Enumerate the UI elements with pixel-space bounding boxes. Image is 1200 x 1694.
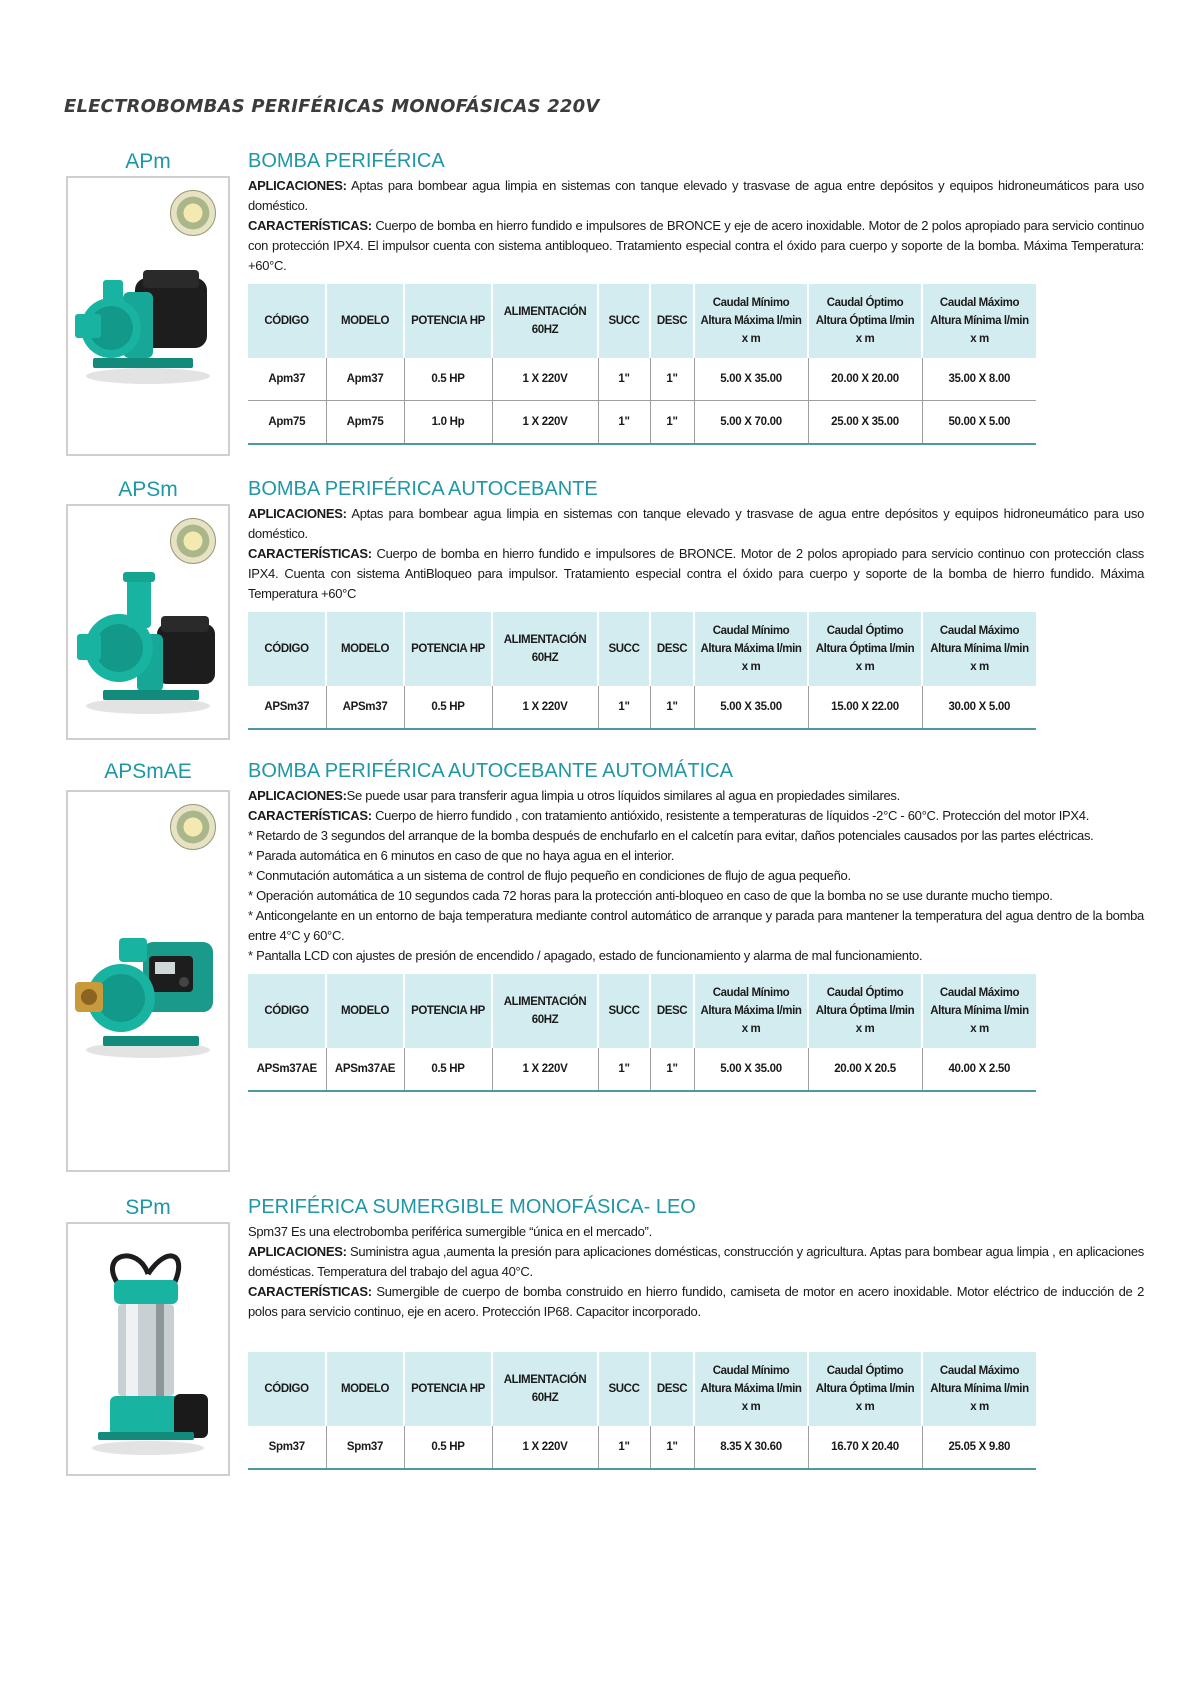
table-cell: 1" [598,358,650,401]
header-succ: SUCC [598,1352,650,1426]
table-cell: 0.5 HP [404,1426,492,1469]
header-alimentacion: ALIMENTACIÓN 60HZ [492,612,598,686]
description-label: CARACTERÍSTICAS: [248,1284,372,1299]
table-cell: 50.00 X 5.00 [922,401,1036,445]
description-text: * Operación automática de 10 segundos cada 72 horas para la protección anti-bloqueo en caso de que la bomba no se use durante mucho tiempo. [248,888,1053,903]
table-cell: 0.5 HP [404,686,492,729]
header-codigo: CÓDIGO [248,284,326,358]
header-succ: SUCC [598,974,650,1048]
description-label: APLICACIONES: [248,788,347,803]
description-text [248,1242,1144,1282]
description-text: Aptas para bombear agua limpia en sistemas con tanque elevado y trasvase de agua entre depósitos y equipos hidroneumáticos para uso doméstico. [248,178,1144,213]
description-label: APLICACIONES: [248,506,347,521]
description-text: Se puede usar para transferir agua limpia u otros líquidos similares al agua en propiedades similares. [346,788,900,803]
quality-seal-icon [170,518,216,564]
header-succ: SUCC [598,284,650,358]
table-cell: 15.00 X 22.00 [808,686,922,729]
table-cell: 1" [598,401,650,445]
header-caudal-maximo: Caudal Máximo Altura Mínima l/min x m [922,974,1036,1048]
spec-table [248,612,1036,730]
table-cell: 20.00 X 20.5 [808,1048,922,1091]
table-cell: 1 X 220V [492,1426,598,1469]
header-potencia: POTENCIA HP [404,612,492,686]
table-cell: 1 X 220V [492,401,598,445]
header-potencia: POTENCIA HP [404,974,492,1048]
header-caudal-maximo: Caudal Máximo Altura Mínima l/min x m [922,1352,1036,1426]
description-text: Cuerpo de bomba en hierro fundido e impulsores de BRONCE. Motor de 2 polos apropiado para servicio continuo con protección class IPX4. Cuenta con sistema AntiBloqueo para impulsor. Tratamiento especial contra el óxido para cuerpo y soporte de la bomba de hierro fundido. Máxima Temperatura +60°C [248,546,1144,601]
header-caudal-maximo: Caudal Máximo Altura Mínima l/min x m [922,612,1036,686]
description-text [248,216,1144,276]
table-cell: 40.00 X 2.50 [922,1048,1036,1091]
table-cell: 1" [650,358,694,401]
description-text: * Conmutación automática a un sistema de control de flujo pequeño en condiciones de flujo de agua pequeño. [248,868,851,883]
description-text [248,786,1144,806]
table-row [248,686,1036,729]
product-photo-frame [66,1222,230,1476]
table-cell: 16.70 X 20.40 [808,1426,922,1469]
product-title: BOMBA PERIFÉRICA AUTOCEBANTE [248,478,598,500]
description-text: Cuerpo de bomba en hierro fundido e impulsores de BRONCE y eje de acero inoxidable. Motor de 2 polos apropiado para servicio continuo con protección IPX4. El impulsor cuenta con sistema antibloqueo. Tratamiento especial contra el óxido para cuerpo y soporte de la bomba. Máxima Temperatura: +60°C. [248,218,1144,273]
table-cell: 1" [598,686,650,729]
table-cell: APSm37 [326,686,404,729]
header-caudal-minimo: Caudal Mínimo Altura Máxima l/min x m [694,974,808,1048]
header-caudal-optimo: Caudal Óptimo Altura Óptima l/min x m [808,612,922,686]
header-modelo: MODELO [326,612,404,686]
submersible-pump-image [78,1244,218,1458]
header-alimentacion: ALIMENTACIÓN 60HZ [492,284,598,358]
product-description [248,504,1144,604]
quality-seal-icon [170,190,216,236]
table-cell: 1 X 220V [492,686,598,729]
quality-seal-icon [170,804,216,850]
header-alimentacion: ALIMENTACIÓN 60HZ [492,1352,598,1426]
product-code: APm [125,150,171,173]
table-cell: 5.00 X 70.00 [694,401,808,445]
header-caudal-optimo: Caudal Óptimo Altura Óptima l/min x m [808,974,922,1048]
description-text [248,176,1144,216]
header-desc: DESC [650,284,694,358]
header-caudal-optimo: Caudal Óptimo Altura Óptima l/min x m [808,284,922,358]
table-cell: 25.05 X 9.80 [922,1426,1036,1469]
table-cell: 8.35 X 30.60 [694,1426,808,1469]
spec-table [248,284,1036,445]
table-cell: 1" [598,1048,650,1091]
header-caudal-minimo: Caudal Mínimo Altura Máxima l/min x m [694,612,808,686]
header-caudal-minimo: Caudal Mínimo Altura Máxima l/min x m [694,284,808,358]
table-cell: 1 X 220V [492,358,598,401]
description-text [248,886,1144,906]
description-label: APLICACIONES: [248,178,347,193]
description-label: CARACTERÍSTICAS: [248,808,372,823]
product-title: BOMBA PERIFÉRICA AUTOCEBANTE AUTOMÁTICA [248,760,733,782]
table-cell: APSm37AE [326,1048,404,1091]
table-cell: Spm37 [248,1426,326,1469]
table-cell: 5.00 X 35.00 [694,686,808,729]
table-cell: APSm37 [248,686,326,729]
product-photo-frame [66,790,230,1172]
peripheral-pump-image [73,258,223,388]
table-cell: 20.00 X 20.00 [808,358,922,401]
description-text [248,906,1144,946]
description-text: Aptas para bombear agua limpia en sistemas con tanque elevado y trasvase de agua entre depósitos y equipos hidroneumático para uso doméstico. [248,506,1144,541]
automatic-pump-image [73,912,223,1062]
header-desc: DESC [650,612,694,686]
description-text [248,544,1144,604]
table-cell: 0.5 HP [404,1048,492,1091]
description-text: * Anticongelante en un entorno de baja temperatura mediante control automático de arranque y parada para mantener la temperatura del agua dentro de la bomba entre 4°C y 60°C. [248,908,1144,943]
table-cell: 0.5 HP [404,358,492,401]
table-cell: 1" [650,401,694,445]
header-caudal-optimo: Caudal Óptimo Altura Óptima l/min x m [808,1352,922,1426]
product-title: PERIFÉRICA SUMERGIBLE MONOFÁSICA- LEO [248,1196,696,1218]
description-label: CARACTERÍSTICAS: [248,546,372,561]
header-modelo: MODELO [326,974,404,1048]
header-modelo: MODELO [326,284,404,358]
table-cell: 1" [650,686,694,729]
description-text [248,946,1144,966]
description-text: * Retardo de 3 segundos del arranque de la bomba después de enchufarlo en el calcetín para evitar, daños potenciales causados por las partes eléctricas. [248,828,1094,843]
product-photo-frame [66,176,230,456]
table-cell: 1" [650,1048,694,1091]
description-text: Suministra agua ,aumenta la presión para aplicaciones domésticas, construcción y agricultura. Aptas para bombear agua limpia , en aplicaciones domésticas. Temperatura del trabajo del agua 40°C. [248,1244,1144,1279]
header-alimentacion: ALIMENTACIÓN 60HZ [492,974,598,1048]
header-potencia: POTENCIA HP [404,284,492,358]
table-cell: Apm75 [248,401,326,445]
table-cell: 5.00 X 35.00 [694,1048,808,1091]
product-code: SPm [125,1196,171,1219]
header-codigo: CÓDIGO [248,1352,326,1426]
table-cell: Apm37 [326,358,404,401]
table-cell: 1" [650,1426,694,1469]
header-codigo: CÓDIGO [248,612,326,686]
header-succ: SUCC [598,612,650,686]
description-text: * Parada automática en 6 minutos en caso de que no haya agua en el interior. [248,848,675,863]
product-title: BOMBA PERIFÉRICA [248,150,445,172]
description-text: Spm37 Es una electrobomba periférica sumergible “única en el mercado”. [248,1224,652,1239]
table-cell: 1.0 Hp [404,401,492,445]
table-row [248,358,1036,401]
header-desc: DESC [650,974,694,1048]
header-potencia: POTENCIA HP [404,1352,492,1426]
header-desc: DESC [650,1352,694,1426]
table-cell: Apm37 [248,358,326,401]
table-cell: 25.00 X 35.00 [808,401,922,445]
description-label: CARACTERÍSTICAS: [248,218,372,233]
table-row [248,401,1036,445]
spec-table [248,974,1036,1092]
product-description [248,786,1144,966]
page-title: ELECTROBOMBAS PERIFÉRICAS MONOFÁSICAS 220V [64,96,600,117]
description-text: * Pantalla LCD con ajustes de presión de encendido / apagado, estado de funcionamiento y alarma de mal funcionamiento. [248,948,923,963]
table-row [248,1426,1036,1469]
description-text [248,826,1144,846]
self-priming-pump-image [73,568,223,718]
product-description [248,1222,1144,1322]
table-cell: 5.00 X 35.00 [694,358,808,401]
description-text [248,504,1144,544]
product-description [248,176,1144,276]
description-text: Sumergible de cuerpo de bomba construido en hierro fundido, camiseta de motor en acero inoxidable. Motor eléctrico de inducción de 2 polos para servicio continuo, eje en acero. Protección IP68. Capacitor incorporado. [248,1284,1144,1319]
description-text [248,806,1144,826]
spec-table [248,1352,1036,1470]
table-cell: 35.00 X 8.00 [922,358,1036,401]
table-cell: 30.00 X 5.00 [922,686,1036,729]
product-code: APSm [118,478,178,501]
product-photo-frame [66,504,230,740]
header-modelo: MODELO [326,1352,404,1426]
header-caudal-minimo: Caudal Mínimo Altura Máxima l/min x m [694,1352,808,1426]
description-text [248,1222,1144,1242]
product-code: APSmAE [104,760,192,783]
table-cell: 1 X 220V [492,1048,598,1091]
description-label: APLICACIONES: [248,1244,347,1259]
table-cell: Apm75 [326,401,404,445]
description-text [248,1282,1144,1322]
table-row [248,1048,1036,1091]
table-cell: Spm37 [326,1426,404,1469]
header-caudal-maximo: Caudal Máximo Altura Mínima l/min x m [922,284,1036,358]
table-cell: 1" [598,1426,650,1469]
description-text: Cuerpo de hierro fundido , con tratamiento antióxido, resistente a temperaturas de líquidos -2°C - 60°C. Protección del motor IPX4. [371,808,1090,823]
description-text [248,846,1144,866]
table-cell: APSm37AE [248,1048,326,1091]
header-codigo: CÓDIGO [248,974,326,1048]
description-text [248,866,1144,886]
